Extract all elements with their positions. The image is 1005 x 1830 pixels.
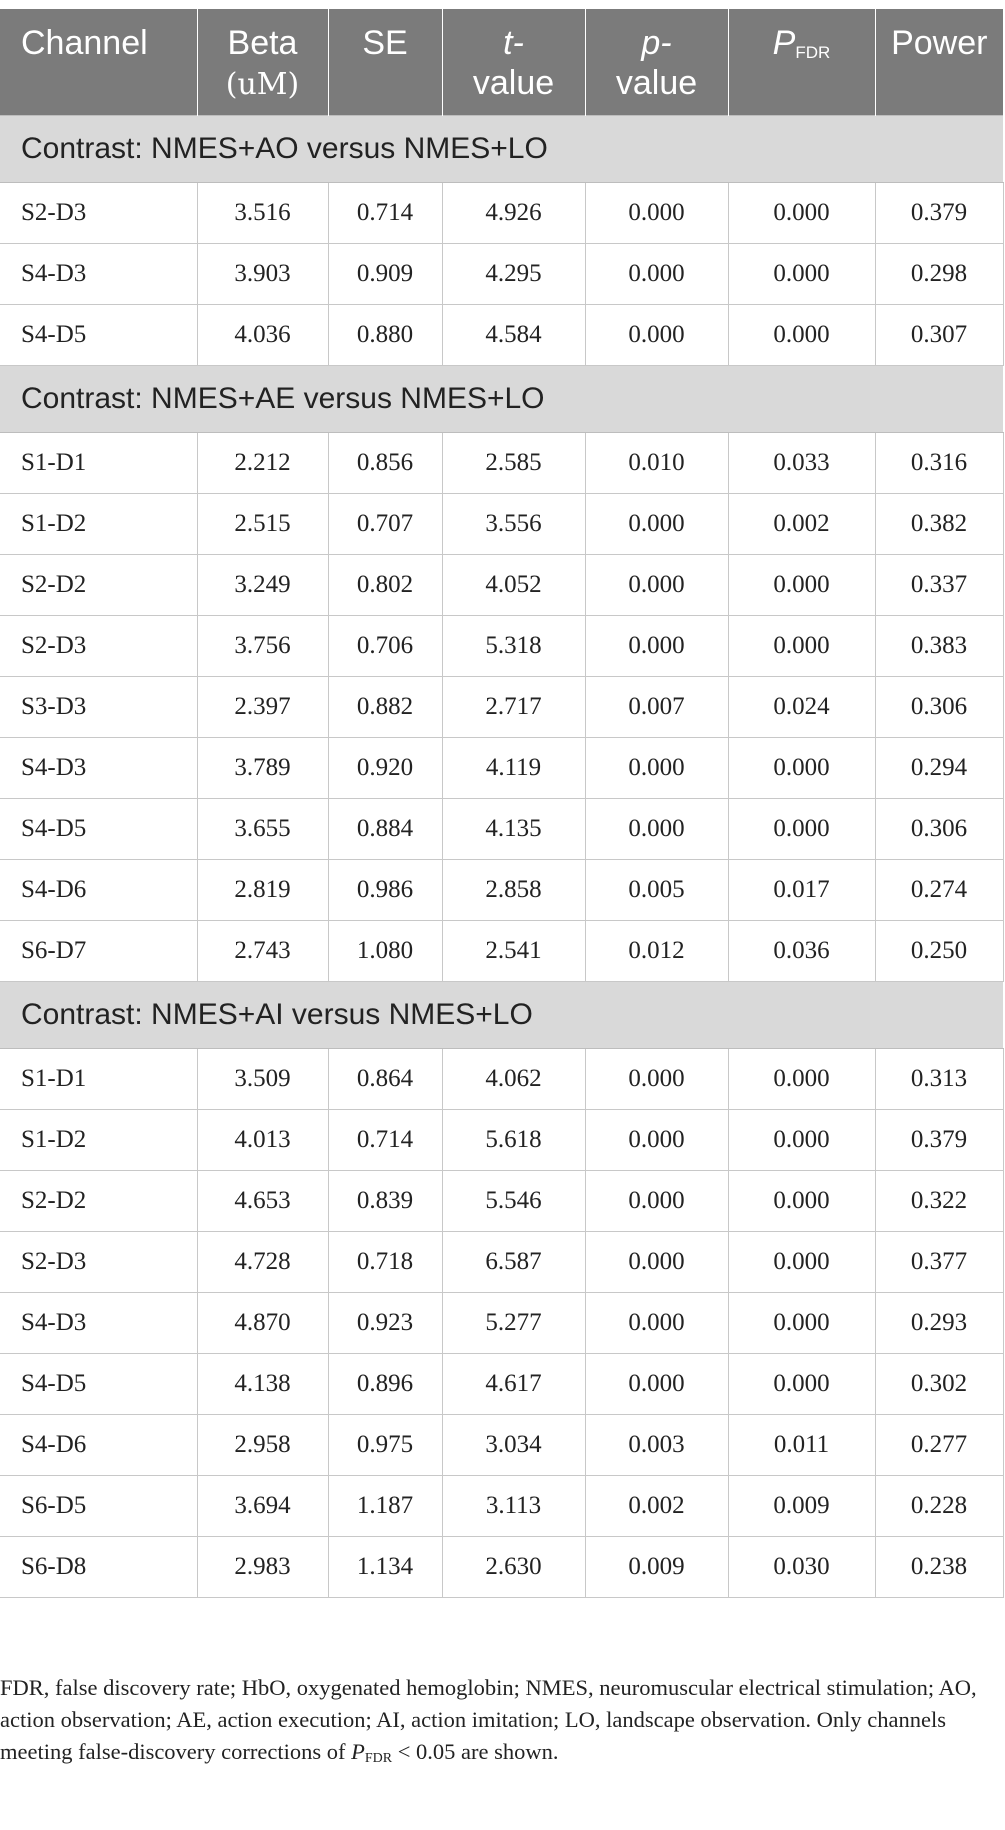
cell-channel: S4-D6: [0, 860, 197, 921]
cell-t-value: 4.052: [442, 555, 585, 616]
table-row: [0, 433, 1003, 494]
table-row: [0, 1415, 1003, 1476]
cell-p-fdr: 0.036: [728, 921, 875, 982]
cell-se: 0.856: [328, 433, 442, 494]
cell-t-value: 2.630: [442, 1537, 585, 1598]
cell-beta: 2.819: [197, 860, 328, 921]
cell-power: 0.306: [875, 799, 1003, 860]
cell-beta: 4.870: [197, 1293, 328, 1354]
table-row: [0, 921, 1003, 982]
cell-power: 0.307: [875, 305, 1003, 366]
cell-p-value: 0.010: [585, 433, 728, 494]
table-row: [0, 1293, 1003, 1354]
cell-p-value: 0.000: [585, 1171, 728, 1232]
cell-p-fdr: 0.000: [728, 305, 875, 366]
cell-channel: S2-D2: [0, 1171, 197, 1232]
cell-se: 0.707: [328, 494, 442, 555]
cell-power: 0.377: [875, 1232, 1003, 1293]
cell-se: 0.864: [328, 1049, 442, 1110]
cell-power: 0.302: [875, 1354, 1003, 1415]
cell-channel: S2-D3: [0, 616, 197, 677]
cell-p-value: 0.000: [585, 1293, 728, 1354]
contrast-section-title: Contrast: NMES+AO versus NMES+LO: [0, 116, 1003, 183]
cell-channel: S3-D3: [0, 677, 197, 738]
cell-t-value: 4.926: [442, 183, 585, 244]
cell-t-value: 4.119: [442, 738, 585, 799]
cell-se: 0.920: [328, 738, 442, 799]
cell-p-value: 0.007: [585, 677, 728, 738]
table-row: [0, 799, 1003, 860]
table-body: [0, 116, 1003, 1598]
cell-t-value: 2.585: [442, 433, 585, 494]
table-row: [0, 1476, 1003, 1537]
cell-p-value: 0.000: [585, 183, 728, 244]
footnote-text-end: < 0.05 are shown.: [392, 1739, 559, 1764]
table-row: [0, 616, 1003, 677]
cell-beta: 3.694: [197, 1476, 328, 1537]
cell-power: 0.306: [875, 677, 1003, 738]
cell-power: 0.322: [875, 1171, 1003, 1232]
cell-channel: S2-D3: [0, 1232, 197, 1293]
cell-channel: S4-D5: [0, 799, 197, 860]
cell-beta: 3.655: [197, 799, 328, 860]
cell-p-fdr: 0.000: [728, 1293, 875, 1354]
cell-channel: S1-D1: [0, 1049, 197, 1110]
cell-se: 1.134: [328, 1537, 442, 1598]
cell-beta: 4.013: [197, 1110, 328, 1171]
cell-channel: S1-D2: [0, 494, 197, 555]
cell-beta: 2.958: [197, 1415, 328, 1476]
cell-beta: 4.138: [197, 1354, 328, 1415]
cell-t-value: 4.295: [442, 244, 585, 305]
cell-p-value: 0.000: [585, 738, 728, 799]
header-beta: Beta (uM): [197, 9, 328, 116]
cell-p-fdr: 0.000: [728, 1171, 875, 1232]
cell-power: 0.383: [875, 616, 1003, 677]
cell-t-value: 6.587: [442, 1232, 585, 1293]
cell-p-value: 0.000: [585, 799, 728, 860]
cell-p-value: 0.012: [585, 921, 728, 982]
cell-power: 0.293: [875, 1293, 1003, 1354]
table-row: [0, 244, 1003, 305]
cell-se: 0.986: [328, 860, 442, 921]
cell-power: 0.298: [875, 244, 1003, 305]
cell-p-fdr: 0.000: [728, 616, 875, 677]
table-header: [0, 9, 1003, 116]
cell-t-value: 2.717: [442, 677, 585, 738]
contrast-section-title: Contrast: NMES+AI versus NMES+LO: [0, 982, 1003, 1049]
cell-p-fdr: 0.000: [728, 1232, 875, 1293]
cell-p-value: 0.000: [585, 1232, 728, 1293]
header-beta-unit: (uM): [225, 67, 300, 102]
table-row: [0, 1049, 1003, 1110]
cell-power: 0.274: [875, 860, 1003, 921]
cell-p-value: 0.000: [585, 305, 728, 366]
cell-power: 0.313: [875, 1049, 1003, 1110]
contrast-section-row: [0, 116, 1003, 183]
contrast-section-row: [0, 982, 1003, 1049]
header-p-fdr: $P_{FDR}$: [728, 9, 875, 116]
cell-t-value: 2.858: [442, 860, 585, 921]
cell-power: 0.294: [875, 738, 1003, 799]
cell-p-value: 0.005: [585, 860, 728, 921]
cell-channel: S1-D2: [0, 1110, 197, 1171]
cell-se: 0.802: [328, 555, 442, 616]
cell-se: 0.909: [328, 244, 442, 305]
table-row: [0, 677, 1003, 738]
cell-p-value: 0.003: [585, 1415, 728, 1476]
cell-power: 0.337: [875, 555, 1003, 616]
cell-se: 0.896: [328, 1354, 442, 1415]
table-footnote: [0, 1672, 990, 1775]
cell-t-value: 4.617: [442, 1354, 585, 1415]
cell-beta: 2.397: [197, 677, 328, 738]
cell-se: 0.839: [328, 1171, 442, 1232]
cell-t-value: 4.135: [442, 799, 585, 860]
footnote-p-symbol: P: [351, 1739, 365, 1764]
cell-p-value: 0.002: [585, 1476, 728, 1537]
cell-beta: 2.743: [197, 921, 328, 982]
cell-p-value: 0.000: [585, 1354, 728, 1415]
cell-se: 0.718: [328, 1232, 442, 1293]
cell-beta: 2.983: [197, 1537, 328, 1598]
cell-t-value: 2.541: [442, 921, 585, 982]
cell-p-fdr: 0.000: [728, 799, 875, 860]
cell-p-fdr: 0.000: [728, 1049, 875, 1110]
results-table-container: [0, 9, 1003, 1598]
cell-p-value: 0.000: [585, 616, 728, 677]
cell-beta: 3.903: [197, 244, 328, 305]
cell-beta: 3.756: [197, 616, 328, 677]
cell-t-value: 3.113: [442, 1476, 585, 1537]
cell-beta: 2.515: [197, 494, 328, 555]
cell-channel: S4-D5: [0, 305, 197, 366]
cell-p-fdr: 0.024: [728, 677, 875, 738]
table-row: [0, 1232, 1003, 1293]
footnote-text: FDR, false discovery rate; HbO, oxygenated hemoglobin; NMES, neuromuscular electrical stimulation; AO, action observation; AE, action execution; AI, action imitation; LO, landscape observation. Only channels meeting false-discovery corrections of: [0, 1675, 977, 1764]
cell-se: 1.187: [328, 1476, 442, 1537]
cell-se: 0.706: [328, 616, 442, 677]
header-channel: Channel: [0, 9, 197, 116]
header-power: Power: [875, 9, 1003, 116]
cell-se: 0.714: [328, 1110, 442, 1171]
table-row: [0, 738, 1003, 799]
cell-channel: S4-D3: [0, 244, 197, 305]
cell-beta: 4.728: [197, 1232, 328, 1293]
cell-channel: S4-D3: [0, 1293, 197, 1354]
cell-p-fdr: 0.011: [728, 1415, 875, 1476]
cell-power: 0.316: [875, 433, 1003, 494]
cell-se: 0.884: [328, 799, 442, 860]
cell-p-fdr: 0.017: [728, 860, 875, 921]
cell-se: 0.880: [328, 305, 442, 366]
cell-channel: S6-D7: [0, 921, 197, 982]
cell-channel: S2-D3: [0, 183, 197, 244]
results-table: [0, 9, 1004, 1598]
cell-power: 0.238: [875, 1537, 1003, 1598]
cell-p-value: 0.000: [585, 555, 728, 616]
cell-p-fdr: 0.000: [728, 244, 875, 305]
cell-p-fdr: 0.009: [728, 1476, 875, 1537]
cell-se: 1.080: [328, 921, 442, 982]
cell-p-fdr: 0.000: [728, 738, 875, 799]
table-row: [0, 1110, 1003, 1171]
cell-beta: 2.212: [197, 433, 328, 494]
table-row: [0, 1354, 1003, 1415]
table-row: [0, 1171, 1003, 1232]
cell-power: 0.379: [875, 1110, 1003, 1171]
cell-channel: S1-D1: [0, 433, 197, 494]
cell-t-value: 3.034: [442, 1415, 585, 1476]
cell-channel: S4-D3: [0, 738, 197, 799]
cell-p-value: 0.000: [585, 1110, 728, 1171]
table-row: [0, 183, 1003, 244]
cell-beta: 4.653: [197, 1171, 328, 1232]
cell-channel: S6-D8: [0, 1537, 197, 1598]
cell-p-fdr: 0.030: [728, 1537, 875, 1598]
cell-t-value: 5.618: [442, 1110, 585, 1171]
table-row: [0, 555, 1003, 616]
cell-t-value: 4.584: [442, 305, 585, 366]
cell-t-value: 5.318: [442, 616, 585, 677]
header-row: [0, 9, 1003, 116]
table-row: [0, 305, 1003, 366]
cell-beta: 3.789: [197, 738, 328, 799]
header-p-value: p- value: [585, 9, 728, 116]
table-row: [0, 494, 1003, 555]
cell-channel: S4-D6: [0, 1415, 197, 1476]
table-row: [0, 1537, 1003, 1598]
header-se: SE: [328, 9, 442, 116]
header-t-value: t- value: [442, 9, 585, 116]
cell-beta: 3.516: [197, 183, 328, 244]
cell-se: 0.923: [328, 1293, 442, 1354]
cell-beta: 3.509: [197, 1049, 328, 1110]
cell-se: 0.975: [328, 1415, 442, 1476]
cell-p-value: 0.000: [585, 244, 728, 305]
cell-power: 0.379: [875, 183, 1003, 244]
contrast-section-row: [0, 366, 1003, 433]
cell-p-fdr: 0.033: [728, 433, 875, 494]
cell-p-value: 0.000: [585, 1049, 728, 1110]
cell-t-value: 5.546: [442, 1171, 585, 1232]
cell-power: 0.382: [875, 494, 1003, 555]
table-row: [0, 860, 1003, 921]
cell-power: 0.250: [875, 921, 1003, 982]
cell-channel: S4-D5: [0, 1354, 197, 1415]
cell-p-fdr: 0.000: [728, 183, 875, 244]
cell-channel: S6-D5: [0, 1476, 197, 1537]
cell-p-fdr: 0.000: [728, 555, 875, 616]
cell-t-value: 5.277: [442, 1293, 585, 1354]
cell-p-fdr: 0.000: [728, 1354, 875, 1415]
cell-t-value: 4.062: [442, 1049, 585, 1110]
cell-beta: 3.249: [197, 555, 328, 616]
cell-p-value: 0.000: [585, 494, 728, 555]
cell-power: 0.277: [875, 1415, 1003, 1476]
cell-t-value: 3.556: [442, 494, 585, 555]
contrast-section-title: Contrast: NMES+AE versus NMES+LO: [0, 366, 1003, 433]
footnote-p-sub: FDR: [364, 1751, 393, 1766]
cell-p-value: 0.009: [585, 1537, 728, 1598]
cell-channel: S2-D2: [0, 555, 197, 616]
cell-se: 0.714: [328, 183, 442, 244]
cell-p-fdr: 0.002: [728, 494, 875, 555]
cell-power: 0.228: [875, 1476, 1003, 1537]
cell-beta: 4.036: [197, 305, 328, 366]
cell-se: 0.882: [328, 677, 442, 738]
cell-p-fdr: 0.000: [728, 1110, 875, 1171]
